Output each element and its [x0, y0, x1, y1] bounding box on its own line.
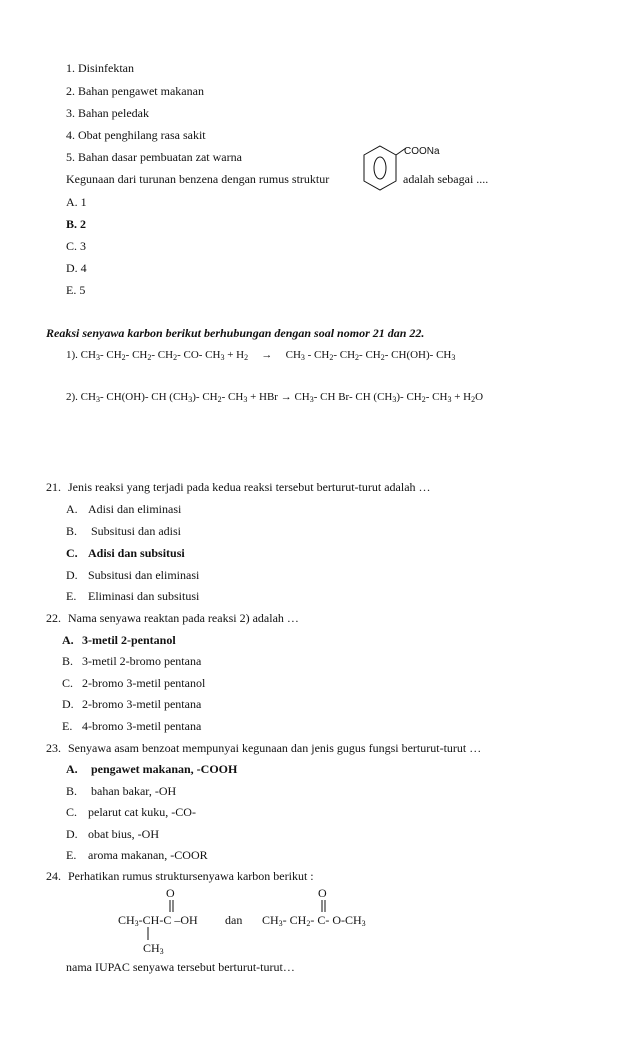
q22-option-d: D. 2-bromo 3-metil pentana	[62, 697, 202, 711]
structure-1-double-bond	[166, 899, 178, 913]
q22-option-e: E. 4-bromo 3-metil pentana	[62, 719, 202, 733]
reaction-1: 1). $CH_3-$ $CH_2-$ $CH_2-$ $CH_2-$ CO- $CH_3 + H_2 \to CH_3 - CH_2-$ $CH_2-$ $CH_2-$ CH(OH)- $CH_3$	[66, 349, 456, 362]
q22-option-c: C. 2-bromo 3-metil pentanol	[62, 676, 206, 690]
q23-option-e: E. aroma makanan, -COOR	[66, 848, 208, 862]
substituent-label: COONa	[404, 146, 440, 157]
structure-1-methyl-branch: $CH_3$	[143, 941, 164, 956]
q22-stem: 22. Nama senyawa reaktan pada reaksi 2) adalah …	[46, 611, 299, 625]
reaction-arrow: →	[261, 349, 273, 361]
structure-2-chain: $CH_3-$ $CH_2-$ C- $O-CH_3$	[262, 913, 366, 928]
use-item-5: 5. Bahan dasar pembuatan zat warna	[66, 150, 242, 164]
q21-option-e: E. Eliminasi dan subsitusi	[66, 589, 200, 603]
q21-option-a: A. Adisi dan eliminasi	[66, 502, 182, 516]
q21-option-c: C. Adisi dan subsitusi	[66, 546, 185, 560]
structure-2-oxygen: O	[318, 886, 327, 900]
q24-stem: 24. Perhatikan rumus struktursenyawa karbon berikut :	[46, 869, 314, 883]
structure-1-oxygen: O	[166, 886, 175, 900]
q22-option-a: A. 3-metil 2-pentanol	[62, 633, 176, 647]
q23-option-b: B. bahan bakar, -OH	[66, 784, 177, 798]
use-item-3: 3. Bahan peledak	[66, 106, 149, 120]
structure-2-double-bond	[318, 899, 330, 913]
section-heading: Reaksi senyawa karbon berikut berhubungan dengan soal nomor 21 dan 22.	[46, 326, 425, 340]
q20-option-d: D. 4	[66, 261, 87, 275]
q20-option-c: C. 3	[66, 239, 87, 253]
q24-footer: nama IUPAC senyawa tersebut berturut-turut…	[66, 960, 295, 974]
q20-text-before: Kegunaan dari turunan benzena dengan rumus struktur	[66, 172, 330, 186]
q21-option-b: B. Subsitusi dan adisi	[66, 524, 182, 538]
q20-option-a: A. 1	[66, 195, 87, 209]
q23-option-a: A. pengawet makanan, -COOH	[66, 762, 238, 776]
q21-stem: 21. Jenis reaksi yang terjadi pada kedua reaksi tersebut berturut-turut adalah …	[46, 480, 431, 494]
structure-1-single-bond	[144, 926, 152, 942]
q20-option-b: B. 2	[66, 217, 87, 231]
q22-option-b: B. 3-metil 2-bromo pentana	[62, 654, 202, 668]
reaction-2: 2). $CH_3-$ CH(OH)- CH $(CH_3)-$ $CH_2-$ $CH_3$ + HBr → $CH_3-$ CH Br- CH $(CH_3)-$ $CH_2-$ $CH_3 + H_2O$	[66, 391, 484, 404]
structure-1-chain: $CH_3-CH-C$ –OH	[118, 913, 198, 928]
q23-stem: 23. Senyawa asam benzoat mempunyai kegunaan dan jenis gugus fungsi berturut-turut …	[46, 741, 482, 755]
q23-option-c: C. pelarut cat kuku, -CO-	[66, 805, 196, 819]
q20-option-e: E. 5	[66, 283, 86, 297]
q21-option-d: D. Subsitusi dan eliminasi	[66, 568, 200, 582]
use-item-2: 2. Bahan pengawet makanan	[66, 84, 204, 98]
q20-text-after: adalah sebagai ....	[403, 172, 489, 186]
use-item-4: 4. Obat penghilang rasa sakit	[66, 128, 206, 142]
q23-option-d: D. obat bius, -OH	[66, 827, 159, 841]
use-item-1: 1. Disinfektan	[66, 61, 134, 75]
connector-dan: dan	[225, 913, 243, 927]
